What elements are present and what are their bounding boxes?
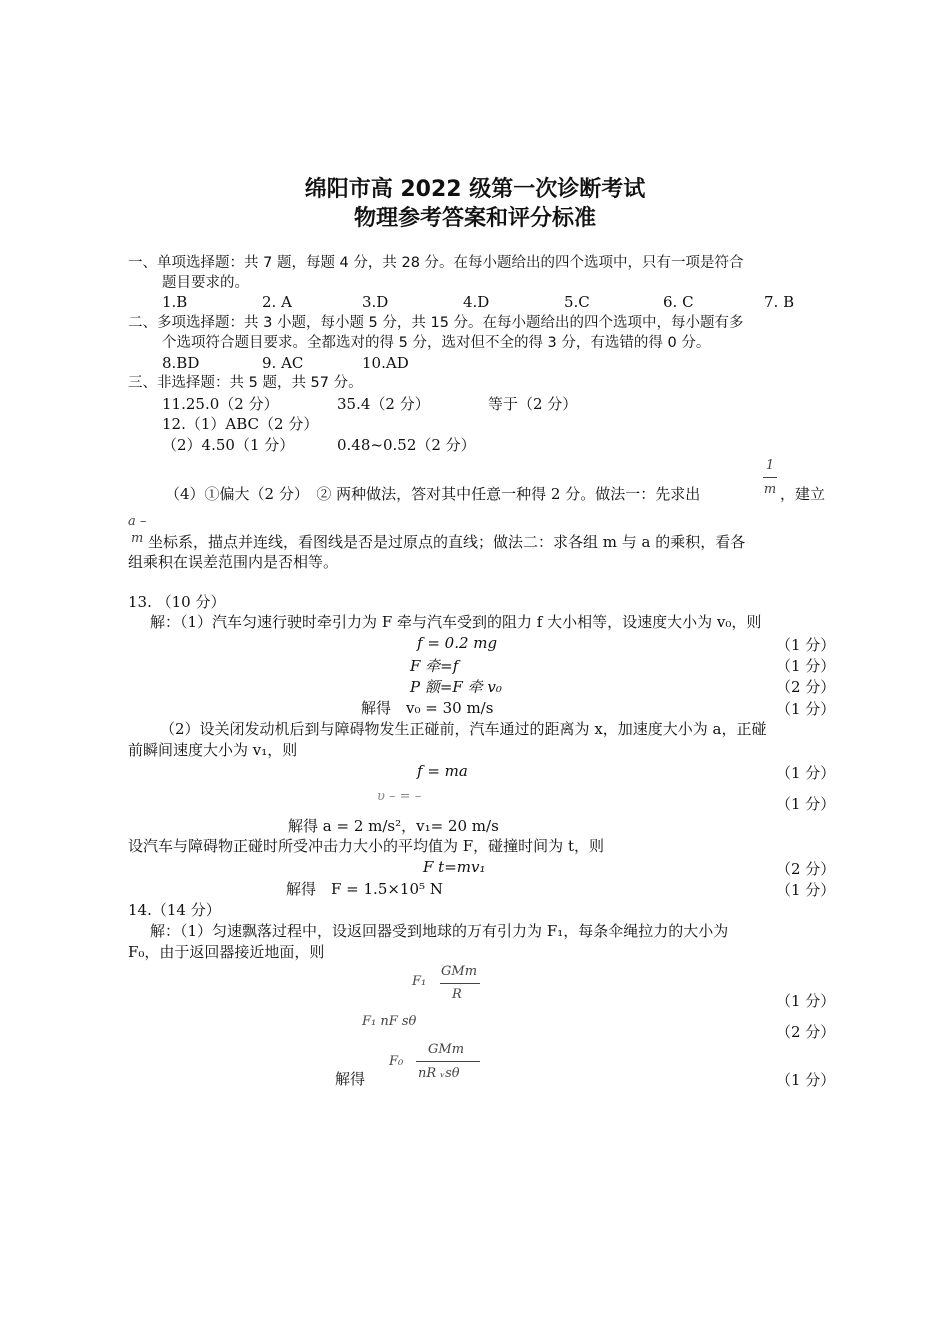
q11-answer-3: 等于（2 分）	[488, 395, 578, 413]
q13-equation-2: F 牵=f	[410, 657, 459, 675]
q11-answer-2: 35.4（2 分）	[337, 395, 430, 413]
title-line-1: 绵阳市高 2022 级第一次诊断考试	[304, 177, 646, 202]
q14-solution-label: 解得	[335, 1070, 366, 1088]
answer-8: 8.BD	[162, 354, 200, 372]
q14-eq1-numerator: GMm	[441, 964, 478, 979]
q12-part4-line2: 坐标系，描点并连线，看图线是否是过原点的直线；做法二：求各组 m 与 a 的乘积，看各	[148, 533, 746, 551]
q14-equation-2: F₁ nF sθ	[362, 1014, 417, 1029]
q14-score-3: （1 分）	[776, 1071, 836, 1089]
q13-solution-1: 解得 v₀ = 30 m/s	[361, 699, 494, 717]
q11-answer-1: 11.25.0（2 分）	[162, 395, 279, 413]
q14-eq3-denominator: nR ᵥsθ	[418, 1066, 460, 1081]
q14-score-2: （2 分）	[776, 1023, 836, 1041]
fraction-numerator: 1	[765, 458, 775, 473]
section2-heading: 二、多项选择题：共 3 小题，每小题 5 分，共 15 分。在每小题给出的四个选项中，每小题有多	[128, 315, 744, 331]
q13-part3-text: 设汽车与障碍物正碰时所受冲击力大小的平均值为 F，碰撞时间为 t，则	[128, 837, 604, 855]
answer-3: 3.D	[362, 293, 389, 311]
fraction-bar	[763, 477, 777, 478]
q12-part4-line1: （4）①偏大（2 分） ② 两种做法，答对其中任意一种得 2 分。做法一：先求出	[165, 485, 701, 503]
q13-solution-3: 解得 F = 1.5×10⁵ N	[286, 880, 443, 898]
q13-part2-text-b: 前瞬间速度大小为 v₁，则	[128, 741, 298, 759]
q13-equation-6: υ – = –	[377, 789, 422, 804]
q14-eq1-denominator: R	[452, 987, 462, 1002]
q13-score-7: （2 分）	[776, 860, 836, 878]
q14-part1-text-a: 解：（1）匀速飘落过程中，设返回器受到地球的万有引力为 F₁，每条伞绳拉力的大小为	[150, 922, 729, 940]
q14-eq3-numerator: GMm	[428, 1042, 465, 1057]
q12-part1: 12.（1）ABC（2 分）	[162, 415, 319, 433]
title-line-2: 物理参考答案和评分标准	[353, 206, 596, 231]
q13-part1-text: 解：（1）汽车匀速行驶时牵引力为 F 牵与汽车受到的阻力 f 大小相等，设速度大小为 v₀，则	[150, 613, 762, 631]
section1-heading-cont: 题目要求的。	[162, 275, 249, 291]
q13-equation-1: f = 0.2 mg	[417, 634, 498, 652]
q12-part2a: （2）4.50（1 分）	[162, 436, 295, 454]
q12-part4-line3: 组乘积在误差范围内是否相等。	[128, 553, 339, 571]
q14-eq3-lhs: F₀	[389, 1054, 404, 1069]
fraction-denominator: m	[763, 482, 777, 497]
answer-4: 4.D	[463, 293, 490, 311]
q13-score-3: （2 分）	[776, 678, 836, 696]
q13-part2-text-a: （2）设关闭发动机后到与障碍物发生正碰前，汽车通过的距离为 x，加速度大小为 a，正碰	[160, 720, 767, 738]
q12-part4-line1-end: ，建立	[780, 485, 826, 503]
q13-score-2: （1 分）	[776, 657, 836, 675]
answer-1: 1.B	[162, 293, 188, 311]
q13-score-6: （1 分）	[776, 795, 836, 813]
section3-heading: 三、非选择题：共 5 题，共 57 分。	[128, 375, 363, 391]
answer-2: 2. A	[262, 293, 292, 311]
answer-5: 5.C	[564, 293, 590, 311]
axis-label-m: m	[131, 531, 144, 546]
q13-heading: 13. （10 分）	[128, 593, 226, 611]
q14-heading: 14.（14 分）	[128, 901, 221, 919]
q13-equation-7: F t=mv₁	[423, 858, 486, 876]
answer-10: 10.AD	[362, 354, 409, 372]
q13-solution-2: 解得 a = 2 m/s²，v₁= 20 m/s	[288, 817, 499, 835]
q13-score-4: （1 分）	[776, 700, 836, 718]
q13-equation-3: P 额=F 牵 v₀	[410, 678, 502, 696]
section2-heading-cont: 个选项符合题目要求。全都选对的得 5 分，选对但不全的得 3 分，有选错的得 0 分。	[162, 335, 711, 351]
answer-9: 9. AC	[262, 354, 304, 372]
q14-eq3-bar	[416, 1061, 480, 1062]
q13-score-8: （1 分）	[776, 881, 836, 899]
q14-eq1-bar	[440, 983, 480, 984]
section1-heading: 一、单项选择题：共 7 题，每题 4 分，共 28 分。在每小题给出的四个选项中，只有一项是符合	[128, 255, 744, 271]
q13-score-1: （1 分）	[776, 636, 836, 654]
axis-label-a: a –	[128, 514, 147, 529]
q14-eq1-lhs: F₁	[412, 974, 427, 989]
q14-score-1: （1 分）	[776, 992, 836, 1010]
q13-equation-5: f = ma	[417, 762, 468, 780]
q12-part2b: 0.48~0.52（2 分）	[337, 436, 476, 454]
q13-score-5: （1 分）	[776, 764, 836, 782]
q14-part1-text-b: F₀，由于返回器接近地面，则	[128, 943, 325, 961]
answer-6: 6. C	[663, 293, 694, 311]
answer-7: 7. B	[764, 293, 795, 311]
